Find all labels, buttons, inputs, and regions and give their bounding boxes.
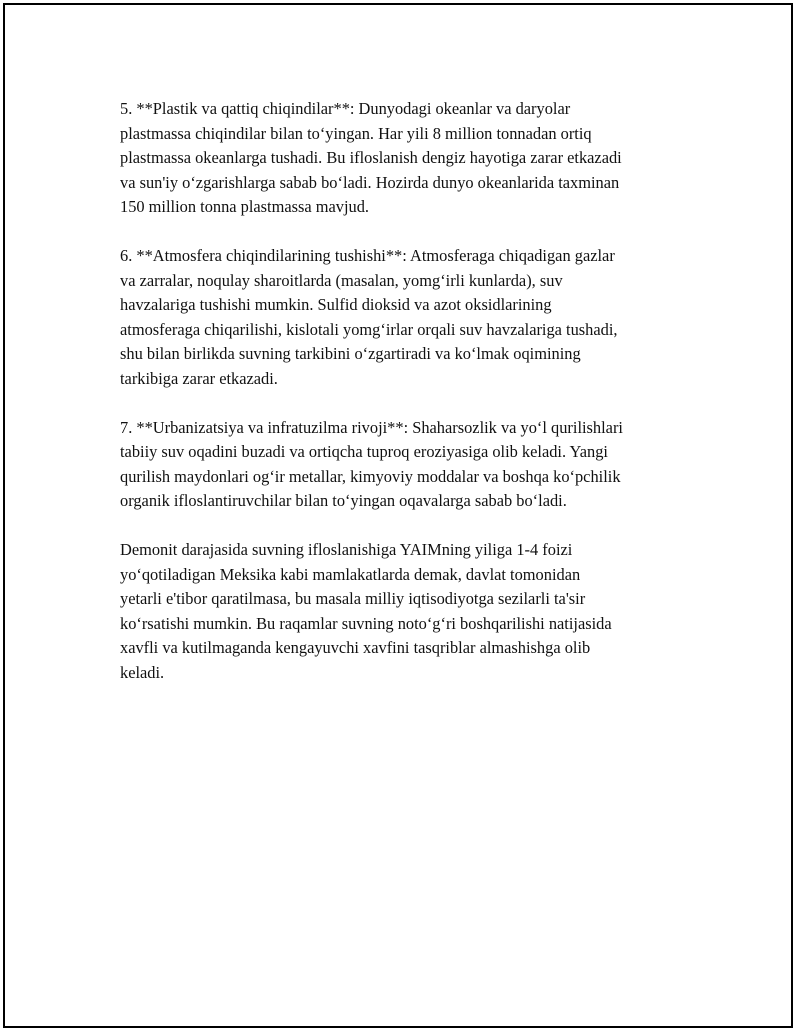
text-line: va sun'iy o‘zgarishlarga sabab bo‘ladi. Hozirda dunyo okeanlarida taxminan (120, 172, 620, 192)
text-line: 6. **Atmosfera chiqindilarining tushishi**: Atmosferaga chiqadigan gazlar (120, 246, 615, 265)
text-line: 7. **Urbanizatsiya va infratuzilma rivoji**: Shaharsozlik va yo‘l qurilishlari (120, 417, 623, 437)
text-line: qurilish maydonlari og‘ir metallar, kimyoviy moddalar va boshqa ko‘pchilik (120, 466, 621, 486)
text-line: keladi. (120, 662, 165, 682)
text-line: Demonit darajasida suvning ifloslanishiga YAIMning yiliga 1-4 foizi (120, 540, 573, 559)
text-line: atmosferaga chiqarilishi, kislotali yomg‘irlar orqali suv havzalariga tushadi, (120, 319, 618, 339)
text-line: tarkibiga zarar etkazadi. (120, 368, 278, 388)
text-line: yetarli e'tibor qaratilmasa, bu masala milliy iqtisodiyotga sezilarli ta'sir (120, 589, 586, 608)
text-line: xavfli va kutilmaganda kengayuvchi xavfini tasqriblar almashishga olib (120, 638, 591, 657)
document-body (120, 97, 700, 710)
text-line: va zarralar, noqulay sharoitlarda (masalan, yomg‘irli kunlarda), suv (120, 270, 563, 290)
text-line: 150 million tonna plastmassa mavjud. (120, 197, 370, 216)
text-line: shu bilan birlikda suvning tarkibini o‘zgartiradi va ko‘lmak oqimining (120, 344, 581, 363)
text-line: tabiiy suv oqadini buzadi va ortiqcha tuproq eroziyasiga olib keladi. Yangi (120, 442, 608, 461)
paragraph-plastic-waste (120, 97, 700, 220)
document-page (3, 3, 793, 1028)
text-line: 5. **Plastik va qattiq chiqindilar**: Dunyodagi okeanlar va daryolar (120, 99, 571, 118)
text-line: plastmassa chiqindilar bilan to‘yingan. Har yili 8 million tonnadan ortiq (120, 123, 592, 143)
paragraph-conclusion (120, 538, 700, 685)
text-line: havzalariga tushishi mumkin. Sulfid dioksid va azot oksidlarining (120, 295, 552, 314)
paragraph-urbanization (120, 416, 700, 514)
text-line: ko‘rsatishi mumkin. Bu raqamlar suvning noto‘g‘ri boshqarilishi natijasida (120, 613, 612, 633)
paragraph-atmospheric-deposition (120, 244, 700, 391)
text-line: plastmassa okeanlarga tushadi. Bu ifloslanish dengiz hayotiga zarar etkazadi (120, 148, 622, 167)
text-line: organik ifloslantiruvchilar bilan to‘yingan oqavalarga sabab bo‘ladi. (120, 491, 567, 510)
text-line: yo‘qotiladigan Meksika kabi mamlakatlarda demak, davlat tomonidan (120, 564, 581, 584)
